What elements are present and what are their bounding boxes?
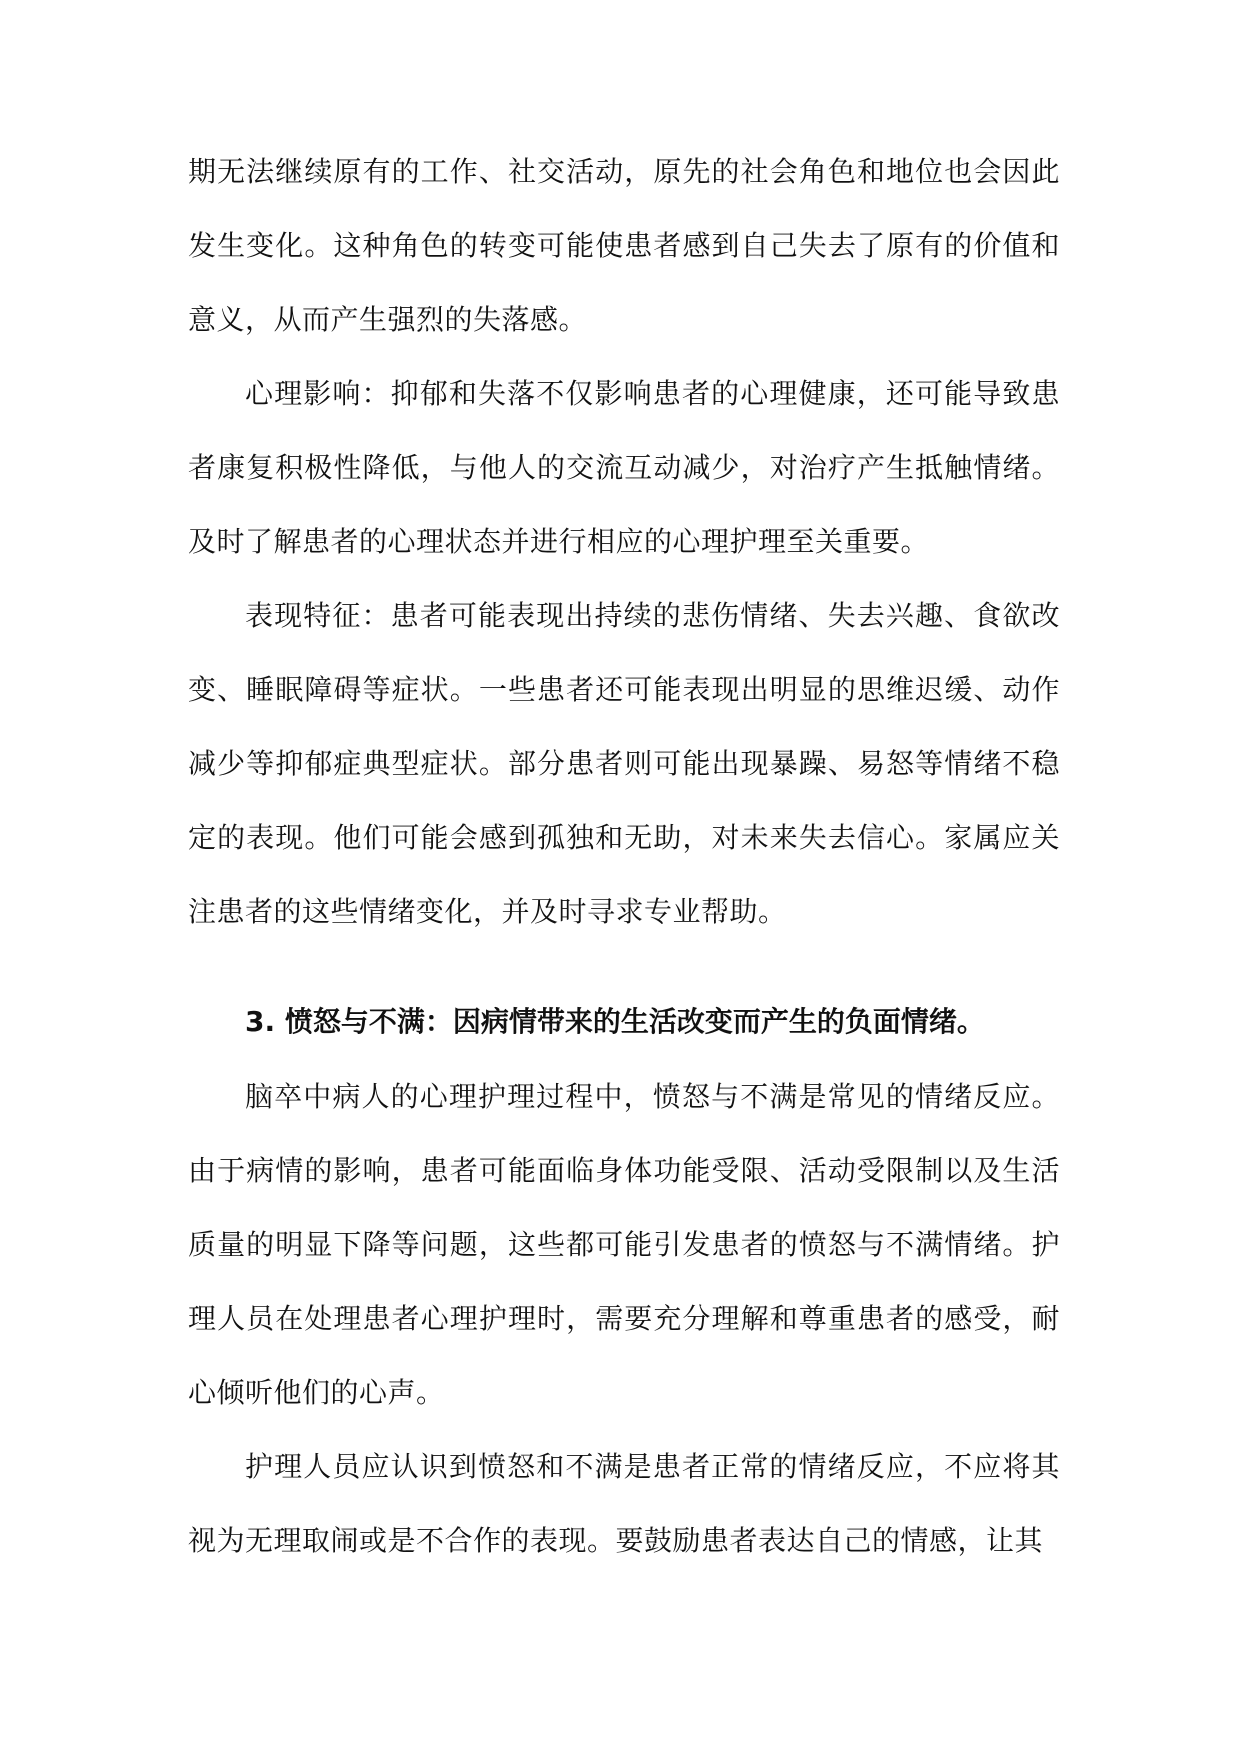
paragraph-nursing-attitude: 护理人员应认识到愤怒和不满是患者正常的情绪反应，不应将其视为无理取闹或是不合作的表现。要鼓励患者表达自己的情感，让其 bbox=[188, 1450, 1060, 1557]
continuation-text-block bbox=[188, 135, 1060, 949]
paragraph-symptoms: 表现特征：患者可能表现出持续的悲伤情绪、失去兴趣、食欲改变、睡眠障碍等症状。一些患者还可能表现出明显的思维迟缓、动作减少等抑郁症典型症状。部分患者则可能出现暴躁、易怒等情绪不稳定的表现。他们可能会感到孤独和无助，对未来失去信心。家属应关注患者的这些情绪变化，并及时寻求专业帮助。 bbox=[188, 599, 1060, 928]
section-3-heading-block bbox=[188, 985, 1060, 1059]
paragraph-psychological-impact: 心理影响：抑郁和失落不仅影响患者的心理健康，还可能导致患者康复积极性降低，与他人的交流互动减少，对治疗产生抵触情绪。及时了解患者的心理状态并进行相应的心理护理至关重要。 bbox=[188, 377, 1060, 558]
section-heading: 3. 愤怒与不满：因病情带来的生活改变而产生的负面情绪。 bbox=[245, 1005, 985, 1038]
paragraph-anger-overview: 脑卒中病人的心理护理过程中，愤怒与不满是常见的情绪反应。由于病情的影响，患者可能面临身体功能受限、活动受限制以及生活质量的明显下降等问题，这些都可能引发患者的愤怒与不满情绪。护理人员在处理患者心理护理时，需要充分理解和尊重患者的感受，耐心倾听他们的心声。 bbox=[188, 1080, 1060, 1409]
paragraph-role-change: 期无法继续原有的工作、社交活动，原先的社会角色和地位也会因此发生变化。这种角色的转变可能使患者感到自己失去了原有的价值和意义，从而产生强烈的失落感。 bbox=[188, 155, 1060, 336]
section-3-text-block bbox=[188, 1060, 1060, 1578]
